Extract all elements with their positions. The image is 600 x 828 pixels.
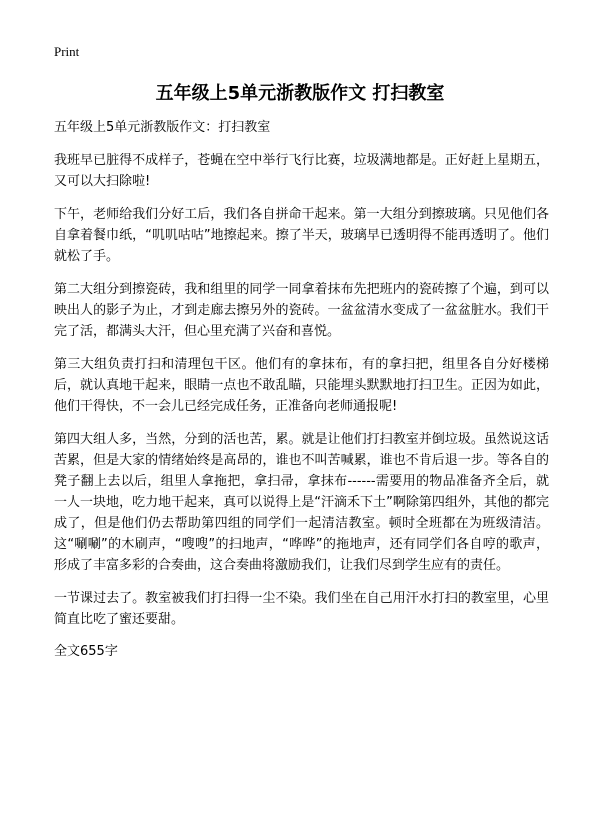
- paragraph-1: 我班早已脏得不成样子，苍蝇在空中举行飞行比赛，垃圾满地都是。正好赶上星期五，又可以大扫除啦!: [54, 153, 549, 189]
- paragraph-4: 第三大组负责打扫和清理包干区。他们有的拿抹布，有的拿扫把，组里各自分好楼梯后，就认真地干起来，眼睛一点也不敢乱瞄，只能埋头默默地打扫卫生。正因为如此，他们干得快，不一会儿已经完成任务，正准备向老师通报呢!: [54, 357, 549, 414]
- paragraph-3: 第二大组分到擦瓷砖，我和组里的同学一同拿着抹布先把班内的瓷砖擦了个遍，到可以映出人的影子为止，才到走廊去擦另外的瓷砖。一盆盆清水变成了一盆盆脏水。我们干完了活，都满头大汗，但心里充满了兴奋和喜悦。: [54, 282, 549, 339]
- page-title: 五年级上5单元浙教版作文 打扫教室: [155, 83, 445, 104]
- article-subtitle: 五年级上5单元浙教版作文：打扫教室: [54, 120, 271, 135]
- word-count: 全文655字: [54, 644, 118, 659]
- paragraph-6: 一节课过去了。教室被我们打扫得一尘不染。我们坐在自己用汗水打扫的教室里，心里简直比吃了蜜还要甜。: [54, 591, 549, 627]
- article-body: [54, 118, 549, 662]
- print-link[interactable]: Print: [54, 44, 80, 59]
- paragraph-5: 第四大组人多，当然，分到的活也苦，累。就是让他们打扫教室并倒垃圾。虽然说这话苦累，但是大家的情绪始终是高昂的，谁也不叫苦喊累，谁也不肯后退一步。等各自的凳子翻上去以后，组里人拿拖把，拿扫帚，拿抹布------需要用的物品准备齐全后，就一人一块地，吃力地干起来，真可以说得上是“汗滴禾下土”啊除第四组外，其他的都完成了，但是他们仍去帮助第四组的同学们一起清洁教室。顿时全班都在为班级清洁。这“唰唰”的木刷声，“嗖嗖”的扫地声，“哗哗”的拖地声，还有同学们各自哼的歌声，形成了丰富多彩的合奏曲，这合奏曲将激励我们，让我们尽到学生应有的责任。: [54, 432, 549, 573]
- paragraph-2: 下午，老师给我们分好工后，我们各自拼命干起来。第一大组分到擦玻璃。只见他们各自拿着餐巾纸，“叽叽咕咕”地擦起来。擦了半天，玻璃早已透明得不能再透明了。他们就松了手。: [54, 207, 549, 264]
